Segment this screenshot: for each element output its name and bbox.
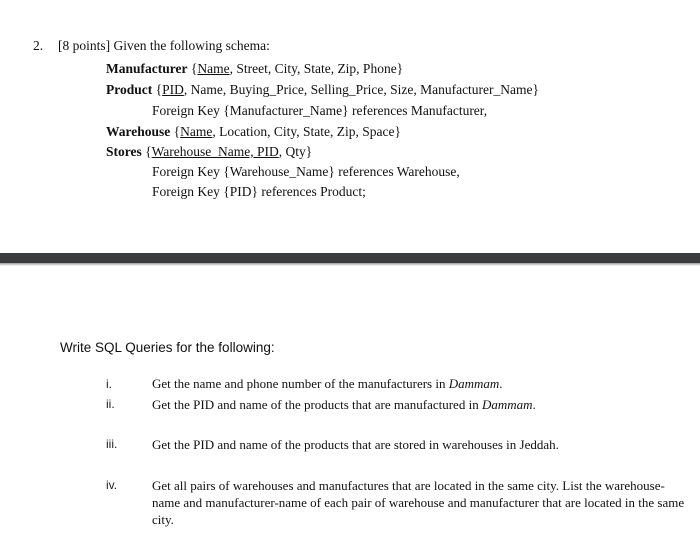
attributes: , Name, Buying_Price, Selling_Price, Size, Manufacturer_Name} [183,82,540,97]
query-text: Get all pairs of warehouses and manufactures that are located in the same city. List the warehouse-name and manufacturer-name of each pair of warehouse and manufacturer that are located in the same city. [152,478,685,527]
brace-open: { [152,82,163,97]
query-numeral: iv. [106,478,118,492]
section-divider [0,253,700,263]
stores-foreign-key-pid: Foreign Key {PID} references Product; [152,184,366,199]
product-foreign-key: Foreign Key {Manufacturer_Name} references Manufacturer, [152,103,488,118]
query-text-part: . [532,397,536,412]
query-numeral: ii. [106,397,115,411]
attributes: , Qty} [278,144,313,159]
relation-name: Manufacturer [106,61,188,76]
attributes: , Location, City, State, Zip, Space} [212,124,401,139]
schema-warehouse [106,124,401,140]
question-number: 2. [33,38,44,53]
stores-foreign-key-warehouse: Foreign Key {Warehouse_Name} references Warehouse, [152,164,460,179]
primary-key: Name [180,124,213,139]
relation-name: Product [106,82,153,97]
brace-open: { [141,144,152,159]
query-text: Get the PID and name of the products that are stored in warehouses in Jeddah. [152,437,559,452]
brace-open: { [170,124,181,139]
query-text-part: Get the PID and name of the products that are manufactured in [152,397,482,412]
relation-name: Stores [106,144,142,159]
divider-shadow [0,263,700,266]
primary-key: Name [197,61,230,76]
schema-product [106,82,539,98]
primary-key: Warehouse_Name, PID [151,144,279,159]
query-text-part: Get the name and phone number of the manufacturers in [152,376,449,391]
schema-stores [106,144,312,160]
query-text [152,397,536,413]
query-numeral: iii. [106,437,118,451]
query-emphasis: Dammam [481,397,533,412]
query-text [152,376,503,392]
query-numeral: i. [106,377,112,391]
attributes: , Street, City, State, Zip, Phone} [229,61,404,76]
brace-open: { [187,61,198,76]
query-emphasis: Dammam [448,376,500,391]
queries-heading: Write SQL Queries for the following: [60,340,275,355]
schema-manufacturer [106,61,403,77]
relation-name: Warehouse [106,124,171,139]
question-title: [8 points] Given the following schema: [58,38,270,53]
primary-key: PID [162,82,184,97]
query-text-part: . [499,376,503,391]
